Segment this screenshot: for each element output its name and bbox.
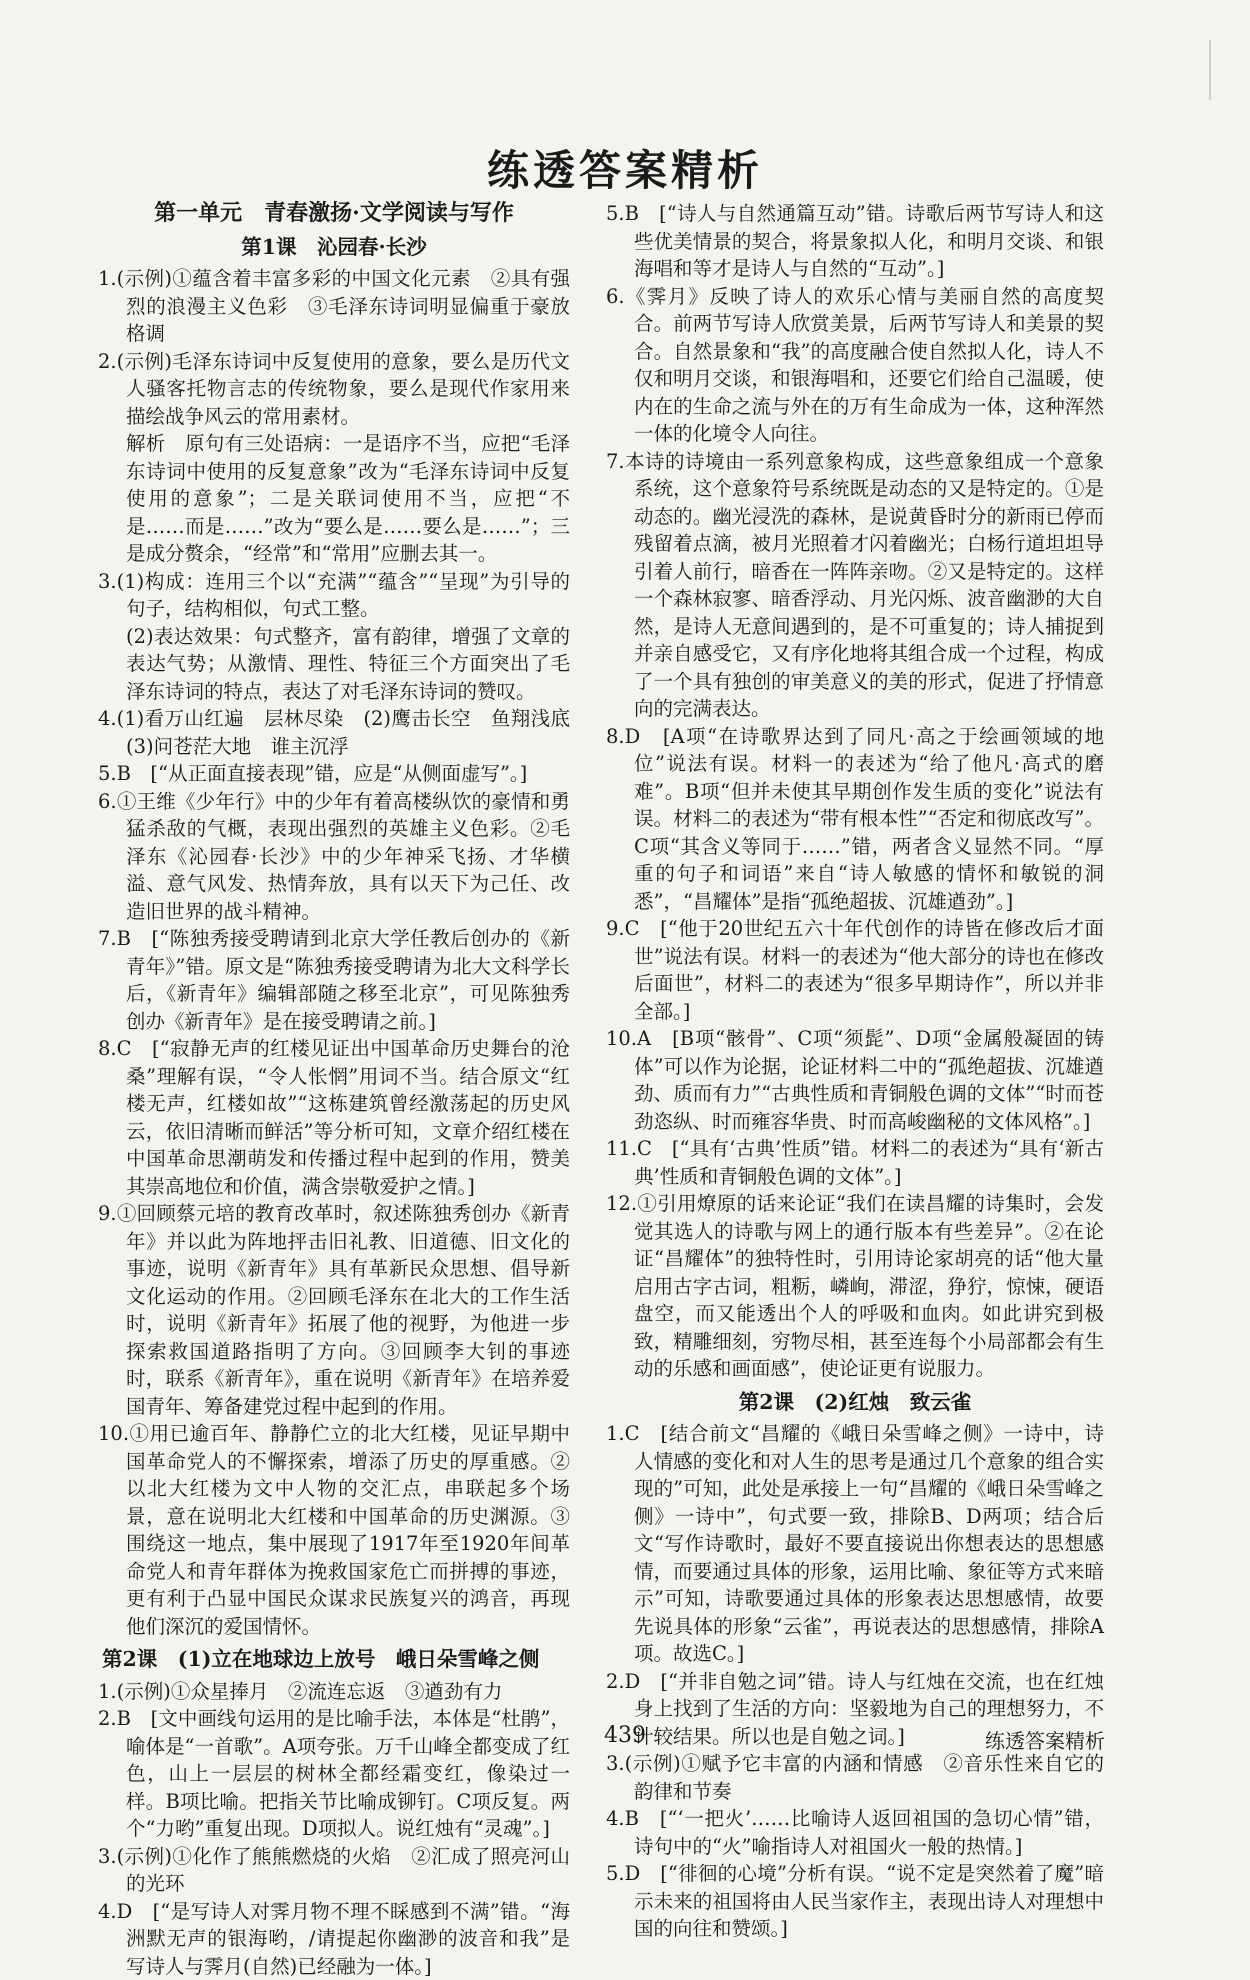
left-column: [98, 200, 570, 1980]
answer-item: 11.C [“具有‘古典’性质”错。材料二的表述为“具有‘新古典’性质和青铜般色调的文体”。]: [606, 1135, 1104, 1190]
page-title: 练透答案精析: [0, 138, 1250, 198]
answer-item: 8.D [A项“在诗歌界达到了同凡·高之于绘画领域的地位”说法有误。材料一的表述为“给了他凡·高式的磨难”。B项“但并未使其早期创作发生质的变化”说法有误。材料二的表述为“带有根本性”“否定和彻底改写”。C项“其含义等同于……”错，两者含义显然不同。“厚重的句子和词语”来自“诗人敏感的情怀和敏锐的洞悉”，“昌耀体”是指“孤绝超拔、沉雄遒劲”。]: [606, 723, 1104, 916]
answer-item: 1.C [结合前文“昌耀的《峨日朵雪峰之侧》一诗中，诗人情感的变化和对人生的思考是通过几个意象的组合实现的”可知，此处是承接上一句“昌耀的《峨日朵雪峰之侧》一诗中”，句式要一致，排除B、D两项；结合后文“写作诗歌时，最好不要直接说出你想表达的思想感情，而要通过具体的形象，运用比喻、象征等方式来暗示”可知，诗歌要通过具体的形象表达思想感情，故要先说具体的形象“云雀”，再说表达的思想感情，排除A项。故选C。]: [606, 1420, 1104, 1668]
answer-item: 3.(1)构成：连用三个以“充满”“蕴含”“呈现”为引导的句子，结构相似，句式工整。: [98, 568, 570, 623]
answer-item: 5.D [“徘徊的心境”分析有误。“说不定是突然着了魔”暗示未来的祖国将由人民当家作主，表现出诗人对理想中国的向往和赞颂。]: [606, 1860, 1104, 1943]
page-number: 439: [0, 1723, 1250, 1748]
answer-item: 6.①王维《少年行》中的少年有着高楼纵饮的豪情和勇猛杀敌的气概，表现出强烈的英雄主义色彩。②毛泽东《沁园春·长沙》中的少年神采飞扬、才华横溢、意气风发、热情奔放，具有以天下为己任、改造旧世界的战斗精神。: [98, 788, 570, 926]
answer-item: 4.(1)看万山红遍 层林尽染 (2)鹰击长空 鱼翔浅底 (3)问苍茫大地 谁主沉浮: [98, 705, 570, 760]
answer-item: 2.B [文中画线句运用的是比喻手法，本体是“杜鹃”，喻体是“一首歌”。A项夸张。万千山峰全都变成了红色，山上一层层的树林全都经霜变红，像染过一样。B项比喻。把指关节比喻成铆钉。C项反复。两个“力哟”重复出现。D项拟人。说红烛有“灵魂”。]: [98, 1705, 570, 1843]
answer-item: 9.①回顾蔡元培的教育改革时，叙述陈独秀创办《新青年》并以此为阵地抨击旧礼教、旧道德、旧文化的事迹，说明《新青年》具有革新民众思想、倡导新文化运动的作用。②回顾毛泽东在北大的工作生活时，说明《新青年》拓展了他的视野，为他进一步探索救国道路指明了方向。③回顾李大钊的事迹时，联系《新青年》，重在说明《新青年》在培养爱国青年、筹备建党过程中起到的作用。: [98, 1200, 570, 1420]
answer-item: 5.B [“诗人与自然通篇互动”错。诗歌后两节写诗人和这些优美情景的契合，将景象拟人化，和明月交谈、和银海唱和等才是诗人与自然的“互动”。]: [606, 200, 1104, 283]
lesson-title-1: 第1课 沁园春·长沙: [98, 234, 570, 262]
answer-item: 4.B [“‘一把火’……比喻诗人返回祖国的急切心情”错，诗句中的“火”喻指诗人对祖国火一般的热情。]: [606, 1805, 1104, 1860]
answer-item: 9.C [“他于20世纪五六十年代创作的诗皆在修改后才面世”说法有误。材料一的表述为“他大部分的诗也在修改后面世”，材料二的表述为“很多早期诗作”，所以并非全部。]: [606, 915, 1104, 1025]
answer-item: 10.①用已逾百年、静静伫立的北大红楼，见证早期中国革命党人的不懈探索，增添了历史的厚重感。②以北大红楼为文中人物的交汇点，串联起多个场景，意在说明北大红楼和中国革命的历史渊源。③围绕这一地点，集中展现了1917年至1920年间革命党人和青年群体为挽救国家危亡而拼搏的事迹，更有利于凸显中国民众谋求民族复兴的鸿音，再现他们深沉的爱国情怀。: [98, 1420, 570, 1640]
answer-item-sub: (2)表达效果：句式整齐，富有韵律，增强了文章的表达气势；从激情、理性、特征三个方面突出了毛泽东诗词的特点，表达了对毛泽东诗词的赞叹。: [98, 623, 570, 706]
answer-item: 2.(示例)毛泽东诗词中反复使用的意象，要么是历代文人骚客托物言志的传统物象，要么是现代作家用来描绘战争风云的常用素材。: [98, 348, 570, 431]
answer-item: 3.(示例)①赋予它丰富的内涵和情感 ②音乐性来自它的韵律和节奏: [606, 1750, 1104, 1805]
answer-item: 4.D [“是写诗人对霁月物不理不睬感到不满”错。“海洲默无声的银海哟，/请提起你幽渺的波音和我”是写诗人与霁月(自然)已经融为一体。]: [98, 1898, 570, 1980]
answer-item: 1.(示例)①众星捧月 ②流连忘返 ③遒劲有力: [98, 1678, 570, 1706]
lesson-title-2a: 第2课 (1)立在地球边上放号 峨日朵雪峰之侧: [98, 1646, 570, 1674]
footer-label: 练透答案精析: [985, 1725, 1105, 1754]
answer-item: 6.《霁月》反映了诗人的欢乐心情与美丽自然的高度契合。前两节写诗人欣赏美景，后两节写诗人和美景的契合。自然景象和“我”的高度融合使自然拟人化，诗人不仅和明月交谈，和银海唱和，还要它们给自己温暖，使内在的生命之流与外在的万有生命成为一体，这种浑然一体的化境令人向往。: [606, 283, 1104, 448]
scan-edge-mark: [1209, 40, 1211, 100]
answer-item: 5.B [“从正面直接表现”错，应是“从侧面虚写”。]: [98, 760, 570, 788]
answer-item: 10.A [B项“骸骨”、C项“须髭”、D项“金属般凝固的铸体”可以作为论据，论证材料二中的“孤绝超拔、沉雄遒劲、质而有力”“古典性质和青铜般色调的文体”“时而苍劲恣纵、时而雍容华贵、时而高峻幽秘的文体风格”。]: [606, 1025, 1104, 1135]
answer-item: 7.本诗的诗境由一系列意象构成，这些意象组成一个意象系统，这个意象符号系统既是动态的又是特定的。①是动态的。幽光浸洗的森林，是说黄昏时分的新雨已停而残留着点滴，被月光照着才闪着幽光；白杨行道坦坦导引着人前行，暗香在一阵阵亲吻。②又是特定的。这样一个森林寂寥、暗香浮动、月光闪烁、波音幽渺的大自然，是诗人无意间遇到的，是不可重复的；诗人捕捉到并亲自感受它，又有序化地将其组合成一个过程，构成了一个具有独创的审美意义的美的形式，促进了抒情意向的完满表达。: [606, 448, 1104, 723]
answer-item: 1.(示例)①蕴含着丰富多彩的中国文化元素 ②具有强烈的浪漫主义色彩 ③毛泽东诗词明显偏重于豪放格调: [98, 265, 570, 348]
answer-analysis: 解析 原句有三处语病：一是语序不当，应把“毛泽东诗词中使用的反复意象”改为“毛泽东诗词中反复使用的意象”；二是关联词使用不当，应把“不是……而是……”改为“要么是……要么是……”；三是成分赘余，“经常”和“常用”应删去其一。: [98, 430, 570, 568]
lesson-title-2b: 第2课 (2)红烛 致云雀: [606, 1389, 1104, 1417]
answer-item: 8.C [“寂静无声的红楼见证出中国革命历史舞台的沧桑”理解有误，“令人怅惘”用词不当。结合原文“红楼无声，红楼如故”“这栋建筑曾经激荡起的历史风云，依旧清晰而鲜活”等分析可知，文章介绍红楼在中国革命思潮萌发和传播过程中起到的作用，赞美其崇高地位和价值，满含崇敬爱护之情。]: [98, 1035, 570, 1200]
right-column: [606, 200, 1104, 1943]
unit-title: 第一单元 青春激扬·文学阅读与写作: [98, 200, 570, 228]
answer-item: 12.①引用燎原的话来论证“我们在读昌耀的诗集时，会发觉其选人的诗歌与网上的通行版本有些差异”。②在论证“昌耀体”的独特性时，引用诗论家胡亮的话“他大量启用古字古词，粗粝，嶙峋，滞涩，狰狞，惊悚，硬语盘空，而又能透出个人的呼吸和血肉。如此讲究到极致，精雕细刻，穷物尽相，甚至连每个小局部都会有生动的乐感和画面感”，使论证更有说服力。: [606, 1190, 1104, 1383]
answer-item: 3.(示例)①化作了熊熊燃烧的火焰 ②汇成了照亮河山的光环: [98, 1843, 570, 1898]
answer-item: 2.D [“并非自勉之词”错。诗人与红烛在交流，也在红烛身上找到了生活的方向：坚毅地为自己的理想努力，不计较结果。所以也是自勉之词。]: [606, 1668, 1104, 1751]
answer-item: 7.B [“陈独秀接受聘请到北京大学任教后创办的《新青年》”错。原文是“陈独秀接受聘请为北大文科学长后，《新青年》编辑部随之移至北京”，可见陈独秀创办《新青年》是在接受聘请之前。]: [98, 925, 570, 1035]
